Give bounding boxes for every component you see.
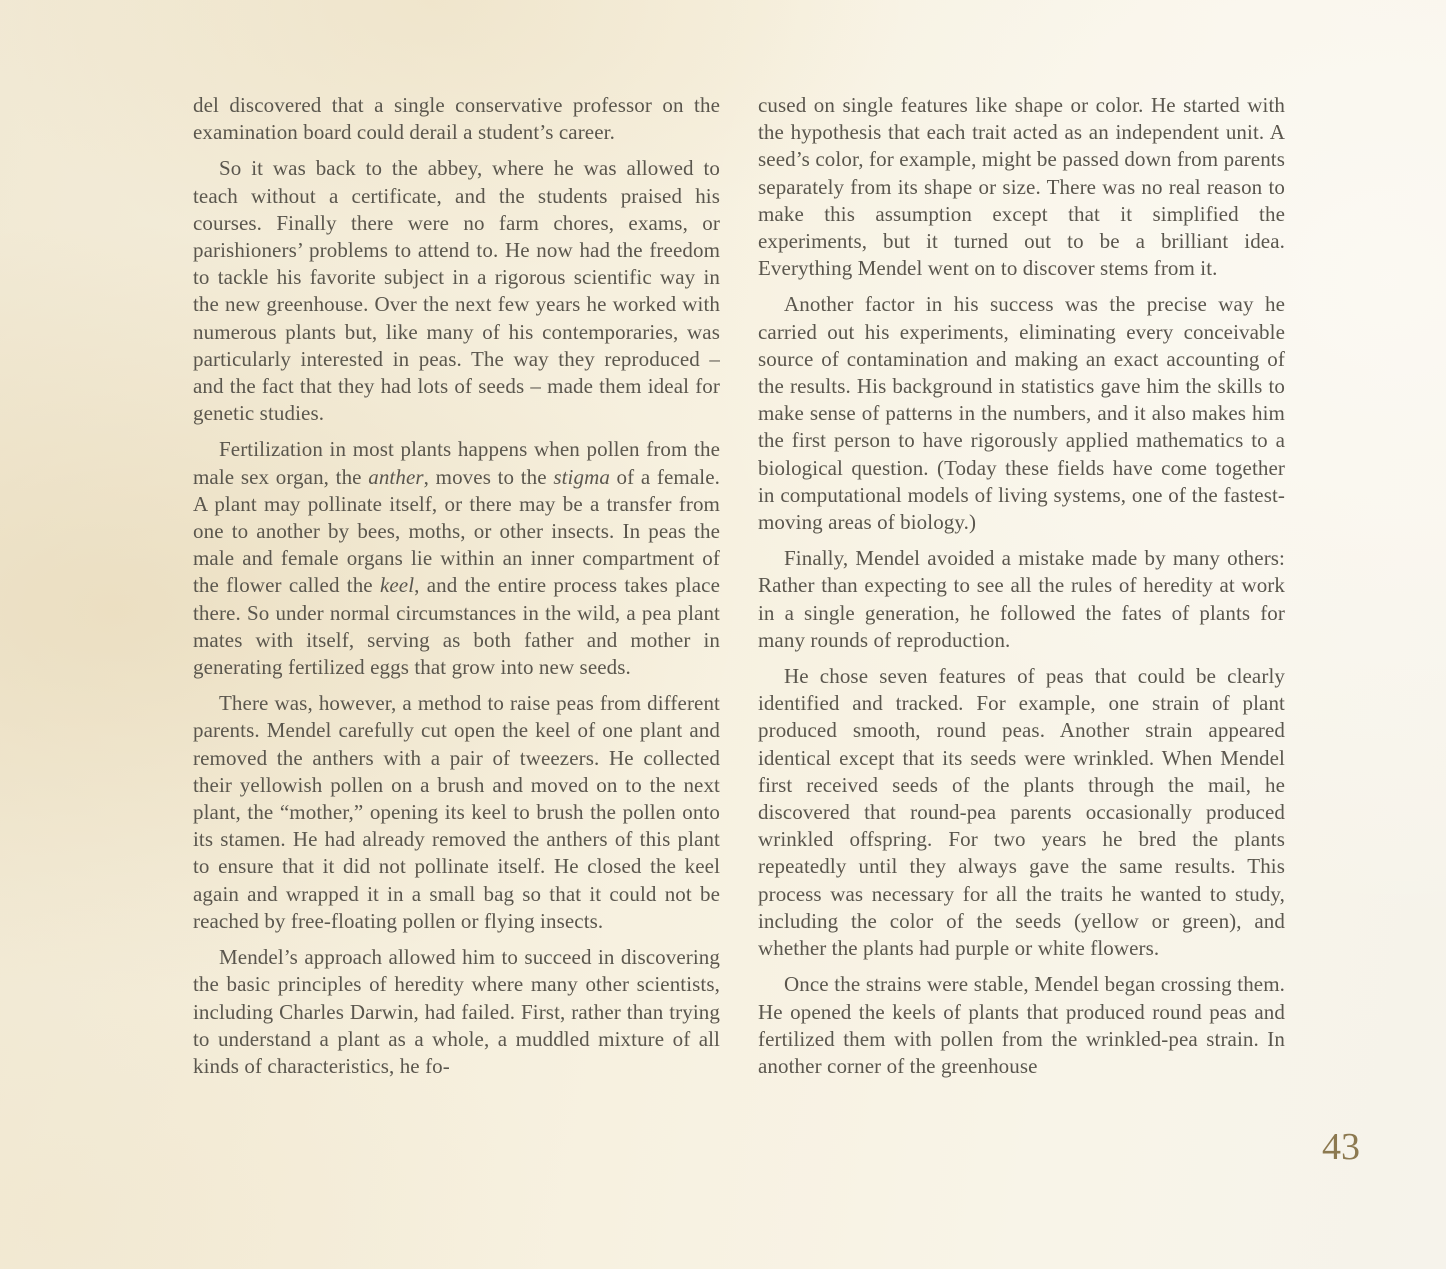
paragraph: There was, however, a method to raise peas from different parents. Mendel carefully cut open the keel of one plant and removed the anthers with a pair of tweezers. He collected their yellowish pollen on a brush and moved on to the next plant, the “mother,” opening its keel to brush the pollen onto its stamen. He had already removed the anthers of this plant to ensure that it did not pollinate itself. He closed the keel again and wrapped it in a small bag so that it could not be reached by free-floating pollen or flying insects.: [193, 691, 720, 933]
paragraph: Once the strains were stable, Mendel began crossing them. He opened the keels of plants that produced round peas and fertilized them with pollen from the wrinkled-pea strain. In another corner of the greenhouse: [758, 972, 1285, 1078]
paragraph: del discovered that a single conservative professor on the examination board could derail a student’s career.: [193, 93, 720, 145]
paragraph: Another factor in his success was the precise way he carried out his experiments, eliminating every conceivable source of contamination and making an exact accounting of the results. His background in statistics gave him the skills to make sense of patterns in the numbers, and it also makes him the first person to have rigorously applied mathematics to a biological question. (Today these fields have come together in computational models of living systems, one of the fastest-moving areas of biology.): [758, 292, 1285, 535]
paragraph: cused on single features like shape or color. He started with the hypothesis that each trait acted as an independent unit. A seed’s color, for example, might be passed down from parents separately from its shape or size. There was no real reason to make this assumption except that it simplified the experiments, but it turned out to be a brilliant idea. Everything Mendel went on to discover stems from it.: [758, 93, 1285, 281]
paragraph: Fertilization in most plants happens when pollen from the male sex organ, the anther, moves to the stigma of a female. A plant may pollinate itself, or there may be a transfer from one to another by bees, moths, or other insects. In peas the male and female organs lie within an inner compartment of the flower called the keel, and the entire process takes place there. So under normal circumstances in the wild, a pea plant mates with itself, serving as both father and mother in generating fertilized eggs that grow into new seeds.: [193, 437, 720, 680]
paragraph: Finally, Mendel avoided a mistake made by many others: Rather than expecting to see all the rules of heredity at work in a single generation, he followed the fates of plants for many rounds of reproduction.: [758, 546, 1285, 652]
paragraph: He chose seven features of peas that could be clearly identified and tracked. For example, one strain of plant produced smooth, round peas. Another strain appeared identical except that its seeds were wrinkled. When Mendel first received seeds of the plants through the mail, he discovered that round-pea parents occasionally produced wrinkled offspring. For two years he bred the plants repeatedly until they always gave the same results. This process was necessary for all the traits he wanted to study, including the color of the seeds (yellow or green), and whether the plants had purple or white flowers.: [758, 664, 1285, 961]
page-number: 43: [1322, 1126, 1360, 1168]
paragraph: Mendel’s approach allowed him to succeed in discovering the basic principles of heredity where many other scientists, including Charles Darwin, had failed. First, rather than trying to understand a plant as a whole, a muddled mixture of all kinds of characteristics, he fo-: [193, 945, 720, 1078]
paragraph: So it was back to the abbey, where he was allowed to teach without a certificate, and the students praised his courses. Finally there were no farm chores, exams, or parishioners’ problems to attend to. He now had the freedom to tackle his favorite subject in a rigorous scientific way in the new greenhouse. Over the next few years he worked with numerous plants but, like many of his contemporaries, was particularly interested in peas. The way they reproduced – and the fact that they had lots of seeds – made them ideal for genetic studies.: [193, 156, 720, 426]
text-column-left: [193, 92, 720, 1080]
text-column-right: [758, 92, 1285, 1080]
